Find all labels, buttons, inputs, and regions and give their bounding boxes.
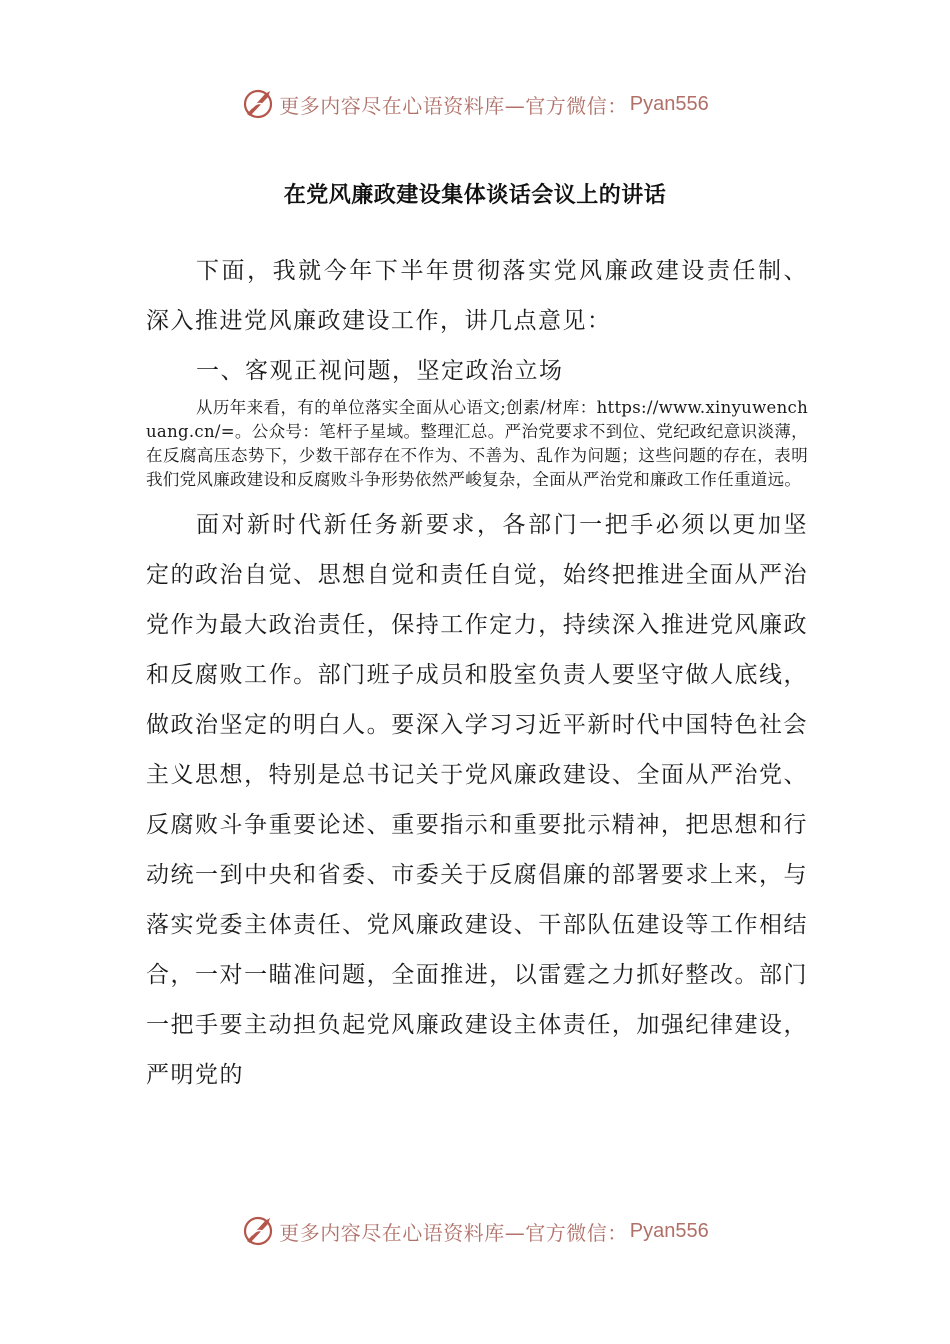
section-heading: 一、客观正视问题，坚定政治立场 xyxy=(196,358,564,384)
main-paragraph: 面对新时代新任务新要求，各部门一把手必须以更加坚定的政治自觉、思想自觉和责任自觉，始终把推进全面从严治党作为最大政治责任，保持工作定力，持续深入推进党风廉政和反腐败工作。部门班子成员和股室负责人要坚守做人底线，做政治坚定的明白人。要深入学习习近平新时代中国特色社会主义思想，特别是总书记关于党风廉政建设、全面从严治党、反腐败斗争重要论述、重要指示和重要批示精神，把思想和行动统一到中央和省委、市委关于反腐倡廉的部署要求上来，与落实党委主体责任、党风廉政建设、干部队伍建设等工作相结合，一对一瞄准问题，全面推进，以雷霆之力抓好整改。部门一把手要主动担负起党风廉政建设主体责任，加强纪律建设，严明党的 xyxy=(146,512,808,1088)
document-body xyxy=(146,246,808,1100)
banner-text: 更多内容尽在心语资料库—官方微信： xyxy=(279,1220,628,1245)
footer-watermark-banner xyxy=(0,1211,950,1251)
small-paragraph: 从历年来看，有的单位落实全面从心语文;创素/材库：https://www.xinyuwenchuang.cn/=。公众号：笔杆子星域。整理汇总。严治党要求不到位、党纪政纪意识淡薄，在反腐高压态势下，少数干部存在不作为、不善为、乱作为问题；这些问题的存在，表明我们党风廉政建设和反腐败斗争形势依然严峻复杂，全面从严治党和廉政工作任重道远。 xyxy=(146,398,808,489)
intro-paragraph: 下面，我就今年下半年贯彻落实党风廉政建设责任制、深入推进党风廉政建设工作，讲几点意见： xyxy=(146,258,808,334)
header-watermark-banner xyxy=(0,84,950,124)
banner-wechat-id: Pyan556 xyxy=(629,1219,709,1242)
pen-logo-icon xyxy=(241,1213,277,1249)
document-title: 在党风廉政建设集体谈话会议上的讲话 xyxy=(283,183,667,208)
banner-text: 更多内容尽在心语资料库—官方微信： xyxy=(279,93,628,118)
pen-logo-icon xyxy=(241,86,277,122)
banner-wechat-id: Pyan556 xyxy=(629,92,709,115)
